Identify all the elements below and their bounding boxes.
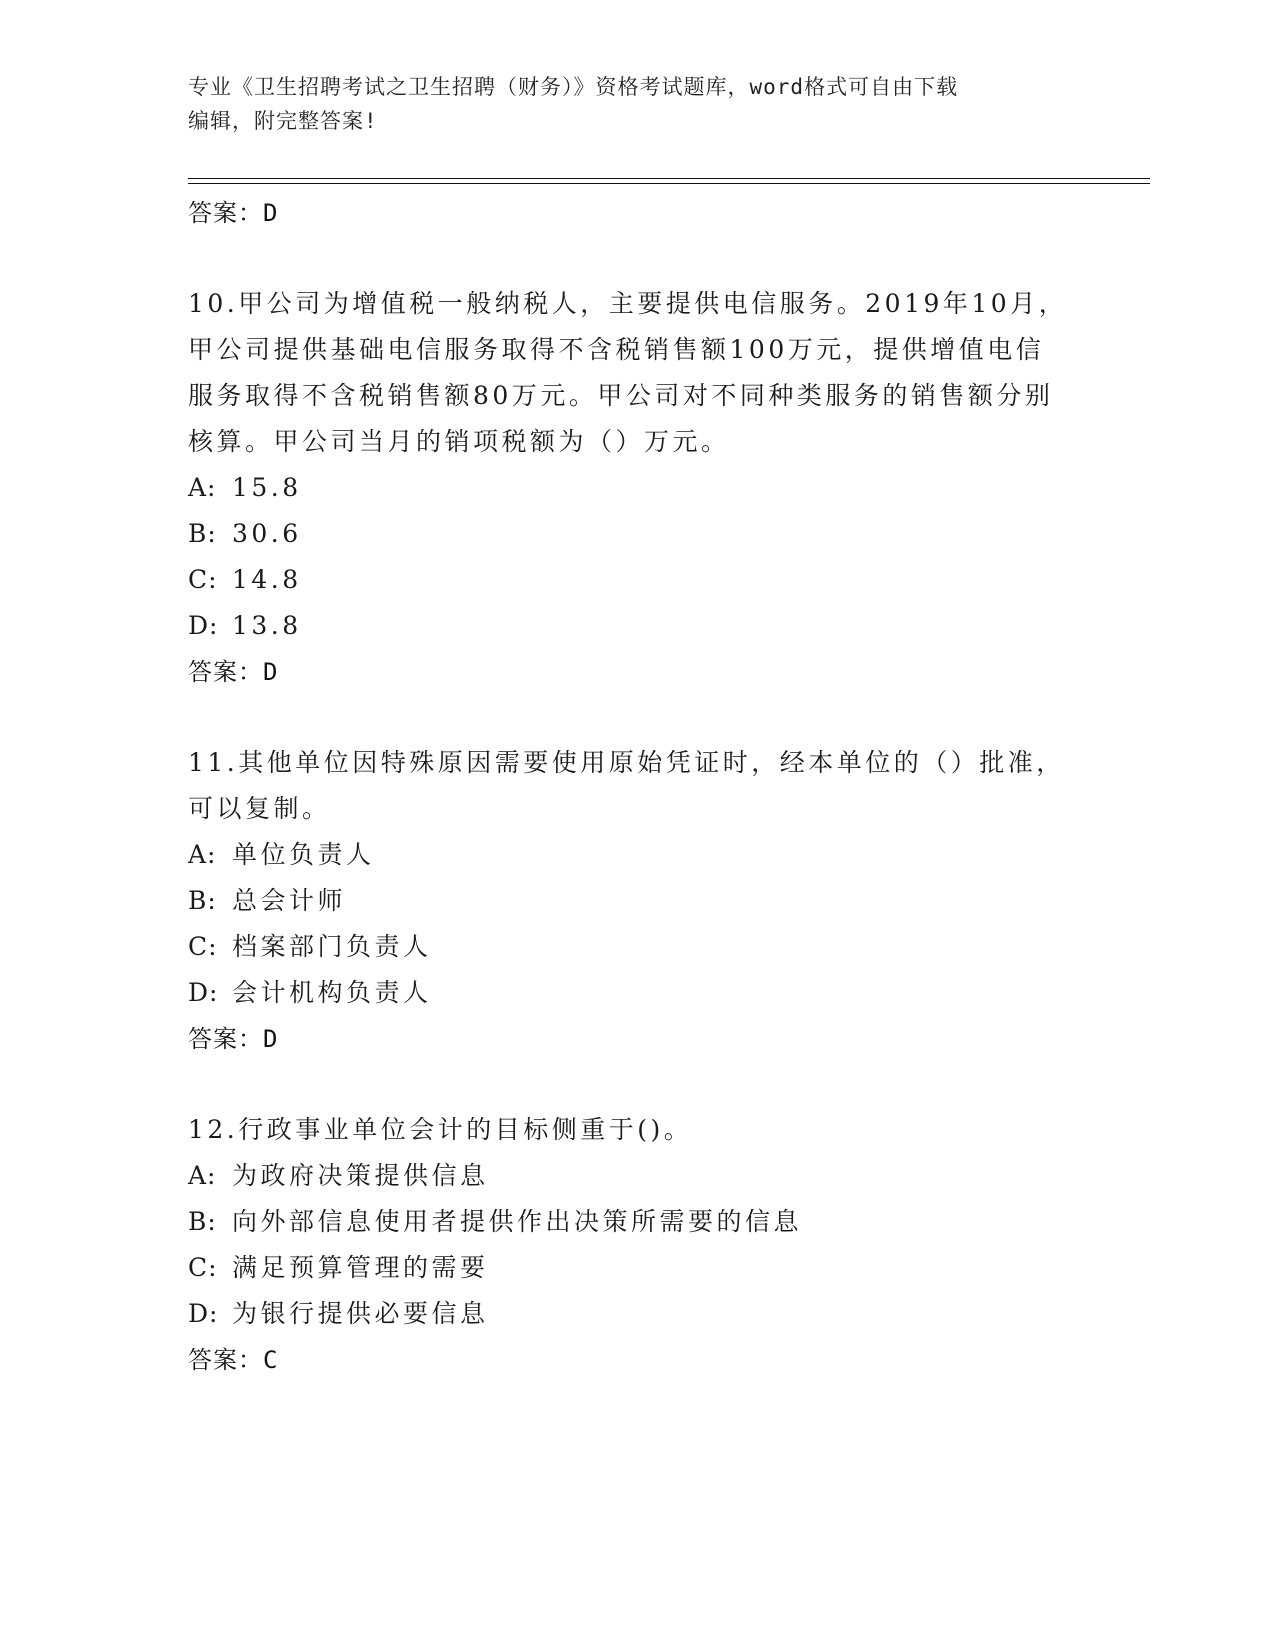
question-12 (188, 1107, 1088, 1383)
question-line: 可以复制。 (188, 794, 331, 823)
option-key: A: (188, 840, 217, 869)
document-header (188, 70, 1088, 138)
option-text: 30.6 (232, 519, 302, 548)
question-line: 12.行政事业单位会计的目标侧重于()。 (188, 1115, 693, 1144)
option-b (188, 878, 1088, 924)
option-c (188, 924, 1088, 970)
question-text (188, 740, 1068, 832)
option-a (188, 832, 1088, 878)
option-b (188, 1199, 1088, 1245)
option-text: 14.8 (232, 565, 302, 594)
option-text: 满足预算管理的需要 (232, 1253, 489, 1282)
option-key: A: (188, 1161, 217, 1190)
option-key: B: (188, 519, 217, 548)
option-b (188, 511, 1088, 557)
option-key: D: (188, 978, 219, 1007)
question-10 (188, 281, 1088, 695)
option-key: D: (188, 1299, 219, 1328)
question-11 (188, 740, 1088, 1062)
option-a (188, 465, 1088, 511)
option-key: D: (188, 611, 219, 640)
answer-line: 答案：D (188, 199, 279, 227)
option-d (188, 603, 1088, 649)
option-key: B: (188, 1207, 217, 1236)
option-key: C: (188, 932, 218, 961)
header-rule-bottom (188, 183, 1150, 184)
option-text: 为政府决策提供信息 (232, 1161, 489, 1190)
option-d (188, 1291, 1088, 1337)
question-line: 10.甲公司为增值税一般纳税人，主要提供电信服务。2019年10月， (188, 289, 1068, 318)
question-text (188, 1107, 1068, 1153)
option-text: 为银行提供必要信息 (232, 1299, 489, 1328)
option-c (188, 557, 1088, 603)
option-text: 15.8 (232, 473, 302, 502)
option-text: 13.8 (232, 611, 302, 640)
option-key: C: (188, 1253, 218, 1282)
option-text: 向外部信息使用者提供作出决策所需要的信息 (232, 1207, 803, 1236)
header-line-2: 编辑，附完整答案! (188, 109, 378, 133)
header-line-1: 专业《卫生招聘考试之卫生招聘（财务）》资格考试题库，word格式可自由下载 (188, 75, 959, 99)
header-rule-top (188, 178, 1150, 179)
option-text: 单位负责人 (232, 840, 375, 869)
question-line: 服务取得不含税销售额80万元。甲公司对不同种类服务的销售额分别 (188, 381, 1054, 410)
option-key: A: (188, 473, 217, 502)
option-key: C: (188, 565, 218, 594)
option-a (188, 1153, 1088, 1199)
answer-line: 答案：D (188, 1025, 279, 1053)
option-text: 档案部门负责人 (232, 932, 432, 961)
answer-line: 答案：C (188, 1346, 279, 1374)
option-d (188, 970, 1088, 1016)
question-line: 甲公司提供基础电信服务取得不含税销售额100万元，提供增值电信 (188, 335, 1045, 364)
answer-line: 答案：D (188, 658, 279, 686)
question-list (188, 190, 1088, 1383)
option-text: 总会计师 (232, 886, 347, 915)
option-c (188, 1245, 1088, 1291)
question-text (188, 281, 1068, 465)
option-key: B: (188, 886, 217, 915)
question-line: 核算。甲公司当月的销项税额为（）万元。 (188, 427, 730, 456)
question-line: 11.其他单位因特殊原因需要使用原始凭证时，经本单位的（）批准， (188, 748, 1065, 777)
option-text: 会计机构负责人 (232, 978, 432, 1007)
